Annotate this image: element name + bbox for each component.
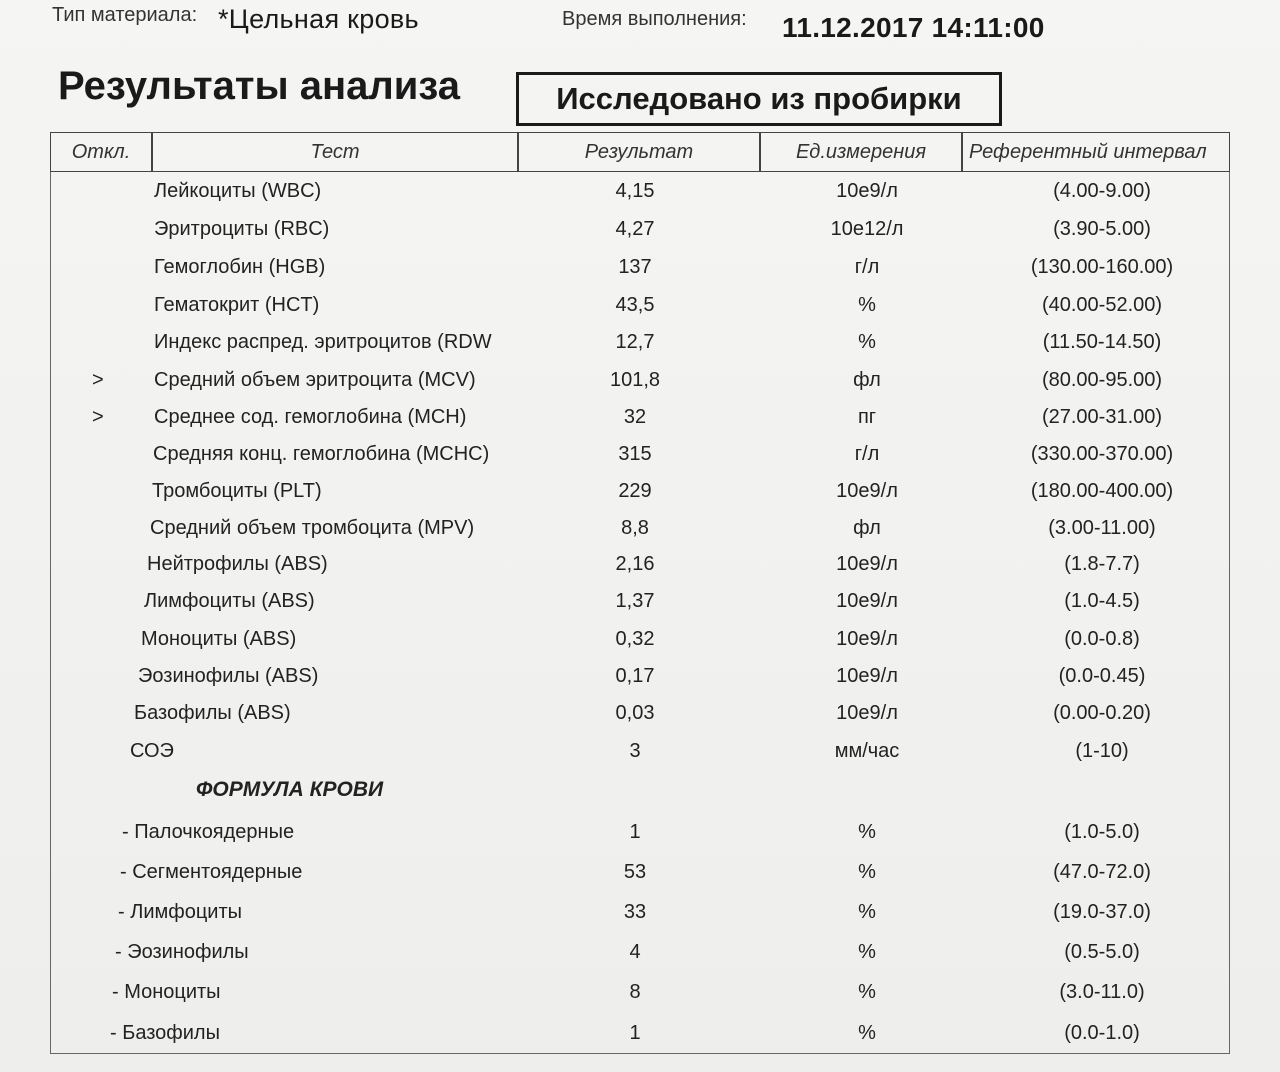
reference-range: (1-10) xyxy=(1075,740,1129,762)
unit-value: 10e12/л xyxy=(830,218,904,240)
test-name: Эозинофилы (ABS) xyxy=(138,665,319,687)
formula-row xyxy=(52,977,1228,1009)
result-value: 0,32 xyxy=(615,628,655,650)
test-name: Лимфоциты (ABS) xyxy=(144,590,315,612)
tube-note-box xyxy=(516,72,1002,126)
unit-value: 10e9/л xyxy=(836,665,898,687)
reference-range: (0.0-1.0) xyxy=(1064,1022,1140,1044)
unit-value: % xyxy=(858,861,876,883)
reference-range: (4.00-9.00) xyxy=(1053,180,1151,202)
unit-value: 10e9/л xyxy=(836,553,898,575)
result-value: 33 xyxy=(623,901,647,923)
table-row xyxy=(52,290,1228,322)
reference-range: (11.50-14.50) xyxy=(1042,331,1162,353)
column-header-deviation: Откл. xyxy=(50,132,152,172)
result-value: 229 xyxy=(618,480,652,502)
reference-range: (1.8-7.7) xyxy=(1064,553,1140,575)
test-name: СОЭ xyxy=(130,740,174,762)
table-row xyxy=(52,624,1228,656)
reference-range: (330.00-370.00) xyxy=(1030,443,1174,465)
unit-value: 10e9/л xyxy=(836,702,898,724)
table-row xyxy=(52,402,1228,434)
column-header-reference: Референтный интервал xyxy=(962,132,1230,172)
test-name: Базофилы (ABS) xyxy=(134,702,291,724)
reference-range: (180.00-400.00) xyxy=(1030,480,1174,502)
test-name: Средний объем эритроцита (MCV) xyxy=(154,369,476,391)
reference-range: (3.00-11.00) xyxy=(1048,517,1156,539)
reference-range: (3.90-5.00) xyxy=(1053,218,1151,240)
table-row xyxy=(52,439,1228,471)
formula-row xyxy=(52,937,1228,969)
result-value: 53 xyxy=(623,861,647,883)
unit-value: % xyxy=(858,821,876,843)
result-value: 4 xyxy=(629,941,641,963)
test-name: Тромбоциты (PLT) xyxy=(152,480,322,502)
test-name: - Моноциты xyxy=(112,981,221,1003)
result-value: 4,15 xyxy=(615,180,655,202)
table-row xyxy=(52,365,1228,397)
test-name: Лейкоциты (WBC) xyxy=(154,180,322,202)
table-row xyxy=(52,327,1228,359)
table-row xyxy=(52,176,1228,208)
test-name: Нейтрофилы (ABS) xyxy=(147,553,328,575)
formula-row xyxy=(52,817,1228,849)
test-name: Среднее сод. гемоглобина (MCH) xyxy=(154,406,467,428)
test-name: Индекс распред. эритроцитов (RDW xyxy=(154,331,492,353)
test-name: Моноциты (ABS) xyxy=(141,628,297,650)
reference-range: (27.00-31.00) xyxy=(1041,406,1163,428)
result-value: 0,03 xyxy=(615,702,655,724)
table-row xyxy=(52,476,1228,508)
reference-range: (80.00-95.00) xyxy=(1041,369,1163,391)
table-row xyxy=(52,736,1228,768)
result-value: 1 xyxy=(629,821,641,843)
result-value: 43,5 xyxy=(615,294,655,316)
test-name: - Базофилы xyxy=(110,1022,220,1044)
result-value: 101,8 xyxy=(609,369,661,391)
result-value: 2,16 xyxy=(615,553,655,575)
test-name: - Эозинофилы xyxy=(115,941,249,963)
result-value: 12,7 xyxy=(615,331,655,353)
unit-value: г/л xyxy=(854,256,880,278)
table-row xyxy=(52,549,1228,581)
formula-row xyxy=(52,1018,1228,1050)
unit-value: г/л xyxy=(854,443,880,465)
result-value: 1 xyxy=(629,1022,641,1044)
table-row xyxy=(52,513,1228,545)
result-value: 8,8 xyxy=(621,517,649,539)
unit-value: 10e9/л xyxy=(836,180,898,202)
formula-row xyxy=(52,897,1228,929)
test-name: - Палочкоядерные xyxy=(122,821,295,843)
column-header-unit: Ед.измерения xyxy=(760,132,962,172)
result-value: 0,17 xyxy=(615,665,655,687)
material-value: *Цельная кровь xyxy=(218,4,419,34)
reference-range: (1.0-5.0) xyxy=(1064,821,1140,843)
unit-value: мм/час xyxy=(834,740,900,762)
test-name: Средний объем тромбоцита (MPV) xyxy=(150,517,475,539)
reference-range: (0.0-0.8) xyxy=(1064,628,1140,650)
table-row xyxy=(52,661,1228,693)
table-row xyxy=(52,252,1228,284)
test-name: - Лимфоциты xyxy=(118,901,243,923)
unit-value: фл xyxy=(853,517,881,539)
test-name: Средняя конц. гемоглобина (MCHC) xyxy=(153,443,490,465)
unit-value: фл xyxy=(853,369,881,391)
test-name: Эритроциты (RBC) xyxy=(154,218,330,240)
reference-range: (0.5-5.0) xyxy=(1064,941,1140,963)
unit-value: % xyxy=(858,901,876,923)
test-name: - Сегментоядерные xyxy=(120,861,303,883)
result-value: 3 xyxy=(629,740,641,762)
result-value: 1,37 xyxy=(615,590,655,612)
column-header-test: Тест xyxy=(152,132,518,172)
reference-range: (0.00-0.20) xyxy=(1053,702,1151,724)
section-title-blood-formula: ФОРМУЛА КРОВИ xyxy=(196,778,384,801)
unit-value: 10e9/л xyxy=(836,480,898,502)
result-value: 4,27 xyxy=(615,218,655,240)
table-row xyxy=(52,586,1228,618)
unit-value: % xyxy=(858,294,876,316)
reference-range: (1.0-4.5) xyxy=(1064,590,1140,612)
reference-range: (47.0-72.0) xyxy=(1053,861,1151,883)
execution-time-label: Время выполнения: xyxy=(562,8,747,30)
tube-note: Исследовано из пробирки xyxy=(556,81,962,116)
test-name: Гемоглобин (HGB) xyxy=(154,256,326,278)
execution-time-value: 11.12.2017 14:11:00 xyxy=(782,12,1045,43)
column-header-result: Результат xyxy=(518,132,760,172)
result-value: 315 xyxy=(618,443,652,465)
formula-row xyxy=(52,857,1228,889)
reference-range: (40.00-52.00) xyxy=(1041,294,1163,316)
unit-value: % xyxy=(858,331,876,353)
unit-value: % xyxy=(858,1022,876,1044)
unit-value: 10e9/л xyxy=(836,628,898,650)
unit-value: 10e9/л xyxy=(836,590,898,612)
result-value: 137 xyxy=(618,256,652,278)
deviation-marker: > xyxy=(92,369,104,391)
material-label: Тип материала: xyxy=(52,4,198,26)
result-value: 8 xyxy=(629,981,641,1003)
result-value: 32 xyxy=(623,406,647,428)
reference-range: (130.00-160.00) xyxy=(1030,256,1174,278)
unit-value: % xyxy=(858,981,876,1003)
reference-range: (0.0-0.45) xyxy=(1058,665,1146,687)
reference-range: (19.0-37.0) xyxy=(1053,901,1151,923)
table-row xyxy=(52,214,1228,246)
unit-value: пг xyxy=(857,406,877,428)
reference-range: (3.0-11.0) xyxy=(1059,981,1145,1003)
test-name: Гематокрит (HCT) xyxy=(154,294,320,316)
table-row xyxy=(52,698,1228,730)
unit-value: % xyxy=(858,941,876,963)
report-title: Результаты анализа xyxy=(58,64,460,108)
deviation-marker: > xyxy=(92,406,104,428)
